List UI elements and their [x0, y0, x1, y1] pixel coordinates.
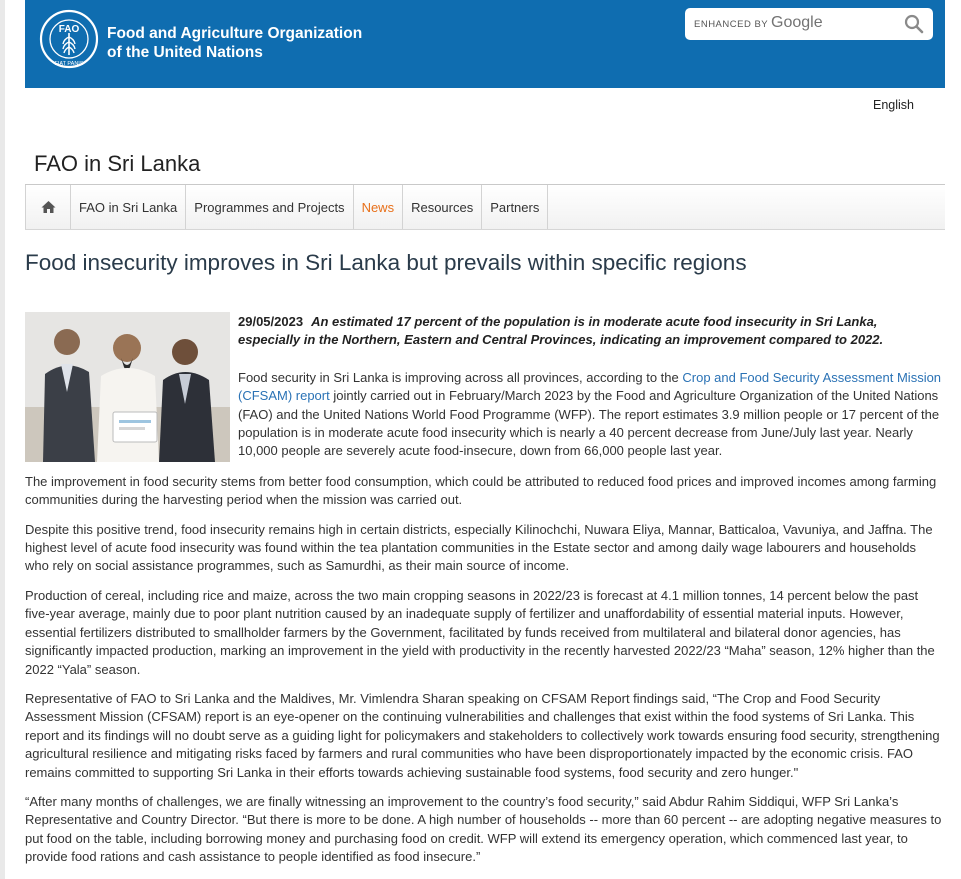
home-icon: [41, 200, 56, 214]
site-title[interactable]: FAO in Sri Lanka: [34, 151, 201, 176]
search-input[interactable]: [685, 8, 933, 40]
search-google-label: Google: [771, 14, 823, 31]
nav-item-fao-in-sri-lanka[interactable]: FAO in Sri Lanka: [71, 185, 186, 229]
article-paragraph-3: Despite this positive trend, food insecurity remains high in certain districts, especially Kilinochchi, Nuwara Eliya, Mannar, Batticaloa, Vavuniya, and Jaffna. The highest level of acute food insecurity was found within the tea plantation communities in the Estate sector and among daily wage labourers and households who rely on social assistance programmes, such as Samurdhi, as their main source of income.: [25, 521, 933, 574]
nav-item-partners[interactable]: Partners: [482, 185, 548, 229]
site-header: [25, 0, 945, 88]
nav-item-resources[interactable]: Resources: [403, 185, 482, 229]
nav-item-programmes[interactable]: Programmes and Projects: [186, 185, 353, 229]
article-paragraph-6: “After many months of challenges, we are finally witnessing an improvement to the country’s food security,” said Abdur Rahim Siddiqui, WFP Sri Lanka’s Representative and Country Director. “But there is more to be done. A high number of households -- more than 60 percent -- are adopting negative measures to put food on the table, including borrowing money and purchasing food on credit. WFP will extend its emergency operation, which commenced last year, to provide food rations and cash assistance to people identified as food insecure.”: [25, 793, 942, 865]
org-name-line1: Food and Agriculture Organization: [107, 25, 363, 42]
article-paragraph-4: Production of cereal, including rice and maize, across the two main cropping seasons in 2022/23 is forecast at 4.1 million tonnes, 14 percent below the past five-year average, mainly due to poor plant nutrition caused by an inadequate supply of fertilizer and unaffordability of essential material inputs. However, essential fertilizers distributed to smallholder farmers by the Government, facilitated by funds received from multilateral and bilateral donor agencies, has significantly impacted production, marking an improvement in the yield with productivity in the recently harvested 2022/23 “Maha” season, 12% higher than the 2022 “Yala” season.: [25, 587, 935, 677]
fao-logo[interactable]: [39, 9, 99, 69]
search-enhanced-label: ENHANCED BY: [694, 19, 769, 30]
article-body: [25, 313, 942, 867]
p1-text-a: Food security in Sri Lanka is improving across all provinces, according to the: [238, 369, 683, 385]
logo-text-bottom: FIAT PANIS: [54, 61, 84, 67]
article-paragraph-5: Representative of FAO to Sri Lanka and the Maldives, Mr. Vimlendra Sharan speaking on CFSAM Report findings said, “The Crop and Food Security Assessment Mission (CFSAM) report is an eye-opener on the continuing vulnerabilities and challenges that exist within the food systems of Sri Lanka. This report and its findings will no doubt serve as a guiding light for policymakers and stakeholders to collectively work towards ensuring food security, strengthening agricultural resilience and mitigating risks faced by farmers and rural communities who have been disproportionately impacted by the economic crisis. FAO remains committed to supporting Sri Lanka in their efforts towards achieving sustainable food systems, food security and zero hunger.": [25, 690, 940, 780]
logo-text-top: FAO: [58, 24, 80, 35]
article-lead-text: An estimated 17 percent of the population is in moderate acute food insecurity in Sri Lanka, especially in the Northern, Eastern and Central Provinces, indicating an improvement compared to 2022.: [238, 314, 884, 348]
nav-home[interactable]: [25, 185, 71, 229]
article-date: 29/05/2023: [238, 314, 304, 329]
article-title: Food insecurity improves in Sri Lanka but prevails within specific regions: [25, 250, 747, 275]
nav-item-news[interactable]: News: [354, 185, 404, 229]
article-paragraph-2: The improvement in food security stems from better food consumption, which could be attributed to reduced food prices and improved incomes among farming communities during the harvesting period when the mission was carried out.: [25, 473, 937, 508]
search-icon[interactable]: [904, 14, 924, 34]
language-selector[interactable]: English: [873, 98, 914, 112]
org-name-line2: of the United Nations: [107, 44, 263, 61]
p1-text-b: jointly carried out in February/March 2023 by the Food and Agriculture Organization of the United Nations (FAO) and the United Nations World Food Programme (WFP). The report estimates 3.9 million people or 17 percent of the population is in moderate acute food insecurity which is nearly a 40 percent decrease from June/July last year. Nearly 10,000 people are severely acute food-insecure, down from 66,000 people last year.: [238, 388, 940, 459]
cfsam-report-link[interactable]: Crop and Food Security Assessment Mission (CFSAM) report: [238, 369, 942, 404]
org-name-link[interactable]: [107, 24, 362, 62]
main-nav: [25, 184, 945, 230]
page-edge: [0, 0, 5, 879]
